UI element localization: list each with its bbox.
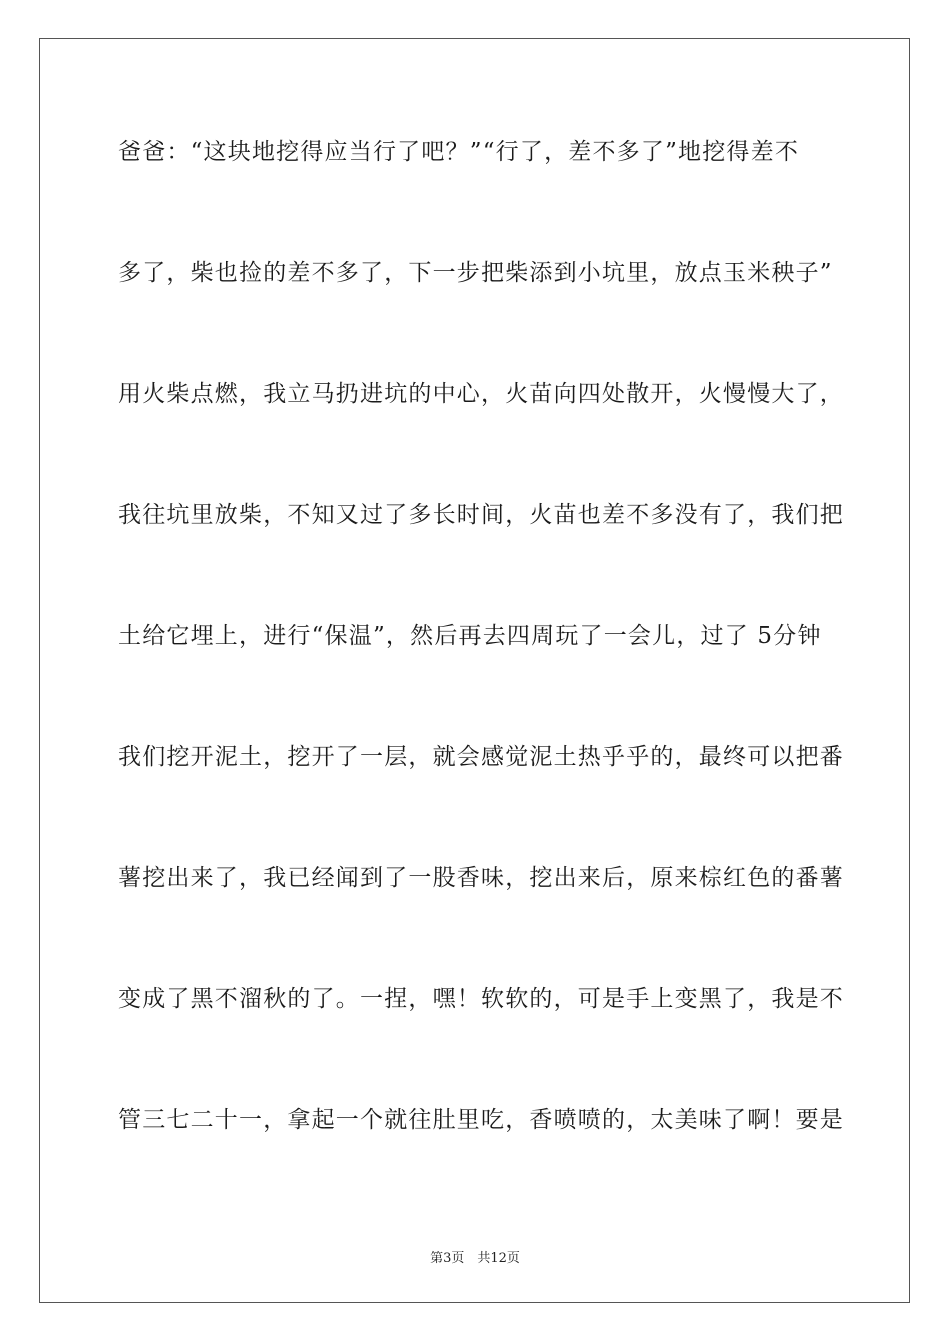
document-body (118, 128, 844, 1217)
text-line: 管三七二十一，拿起一个就往肚里吃，香喷喷的，太美味了啊！要是 (118, 1107, 844, 1133)
text-line: 薯挖出来了，我已经闻到了一股香味，挖出来后，原来棕红色的番薯 (118, 865, 844, 891)
text-line: 多了，柴也捡的差不多了，下一步把柴添到小坑里，放点玉米秧子” (118, 260, 833, 286)
text-line: 爸爸：“这块地挖得应当行了吧？”“行了，差不多了”地挖得差不 (118, 139, 800, 165)
text-line: 用火柴点燃，我立马扔进坑的中心，火苗向四处散开，火慢慢大了， (118, 381, 844, 407)
text-line: 变成了黑不溜秋的了。一捏，嘿！软软的，可是手上变黑了，我是不 (118, 986, 844, 1012)
text-line: 我往坑里放柴，不知又过了多长时间，火苗也差不多没有了，我们把 (118, 502, 844, 528)
page-number-footer: 第3页 共12页 (430, 1251, 520, 1266)
text-line: 我们挖开泥土，挖开了一层，就会感觉泥土热乎乎的，最终可以把番 (118, 744, 844, 770)
text-line: 土给它埋上，进行“保温”，然后再去四周玩了一会儿，过了 5分钟 (118, 623, 822, 649)
